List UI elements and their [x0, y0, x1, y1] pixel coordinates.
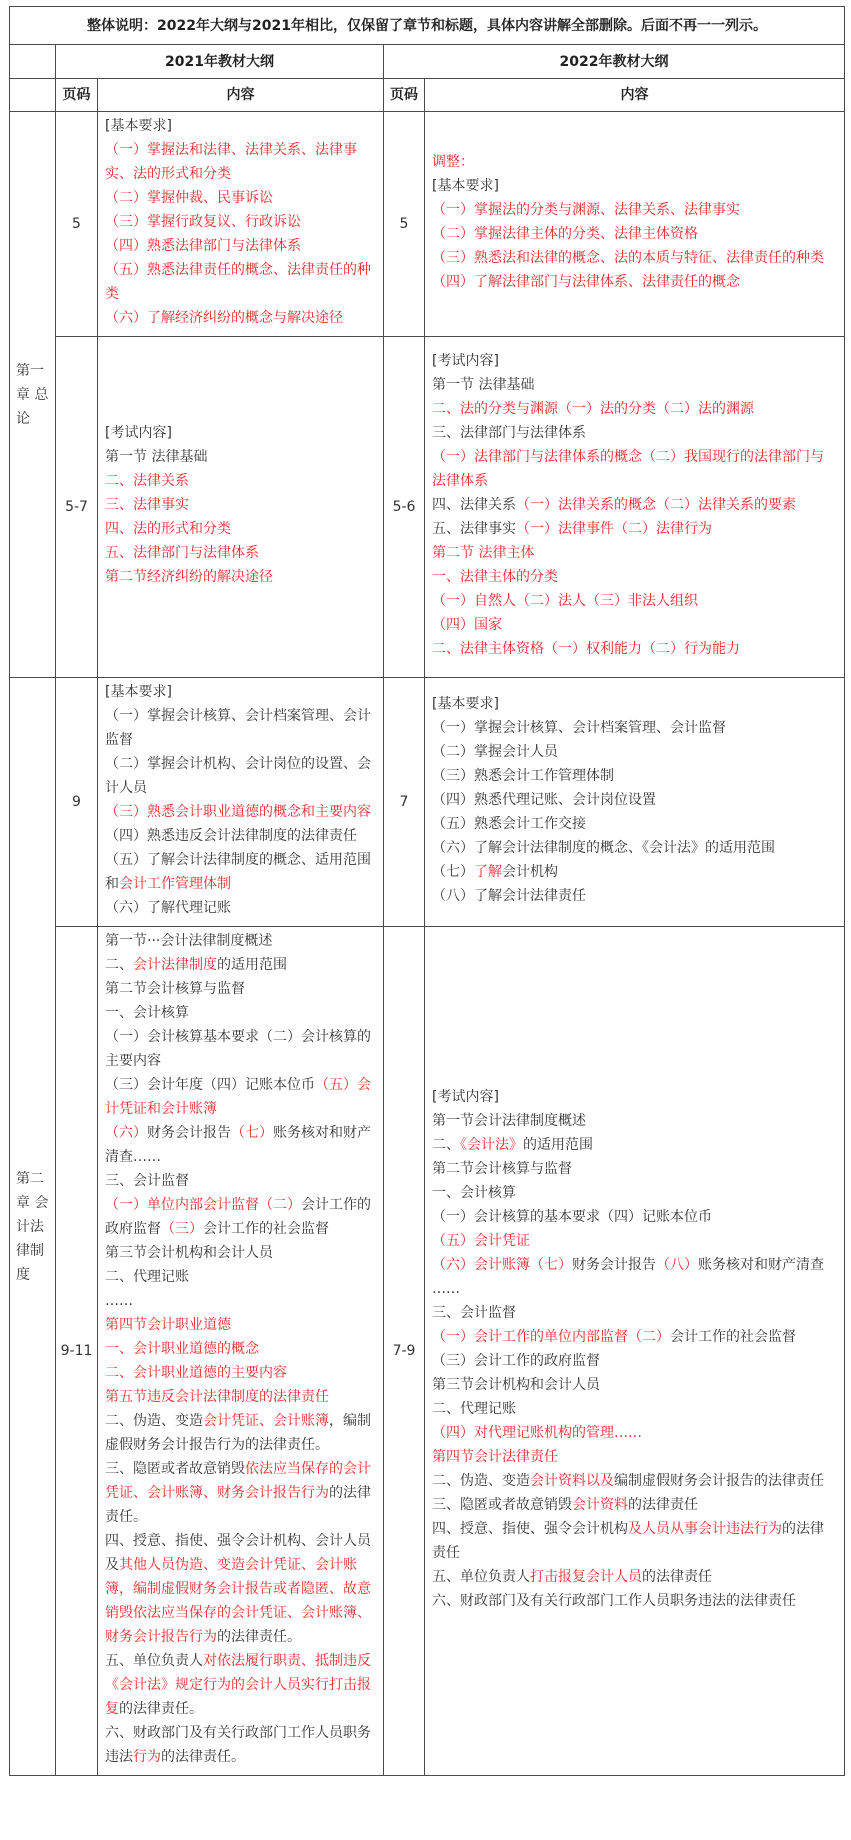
chapter-2-row-2 [10, 927, 845, 1776]
outline-comparison-table [9, 6, 845, 1776]
content-2021-line [105, 421, 376, 445]
text-segment: （六）了解经济纠纷的概念与解决途径 [105, 310, 343, 326]
content-2021-line [105, 1073, 376, 1121]
text-segment: 其他人员伪造、变造会计凭证、会计账簿，编制虚假财务会计报告或者隐匿、故意销毁依法应当保存的会计凭证、会计账簿、财务会计报告行为 [105, 1557, 371, 1645]
text-segment: （三）会计年度（四）记账本位币 [105, 1077, 315, 1093]
text-segment: 账务核对和财产清查…… [105, 1125, 371, 1165]
text-segment: （一）掌握会计核算、会计档案管理、会计监督 [105, 708, 371, 748]
text-segment: （二）掌握仲裁、民事诉讼 [105, 190, 273, 206]
content-2021-line [105, 896, 376, 920]
content-2021-line [105, 953, 376, 977]
content-2022-line [432, 637, 837, 661]
content-2022-line [432, 222, 837, 246]
text-segment: …… [105, 1293, 133, 1309]
content-2022-line [432, 860, 837, 884]
content-2022-line [432, 1469, 837, 1493]
content-2022-line [432, 421, 837, 445]
text-segment: （八） [656, 1257, 698, 1273]
text-segment: （六） [105, 1125, 147, 1141]
content-2022-line [432, 1373, 837, 1397]
text-segment: （一）会计工作的单位内部监督（二） [432, 1329, 670, 1345]
text-segment: 第二节会计核算与监督 [105, 981, 245, 997]
text-segment: 的适用范围 [523, 1137, 593, 1153]
text-segment: 会计工作管理体制 [119, 876, 231, 892]
content-2022-line [432, 1205, 837, 1229]
text-segment: （一）会计核算基本要求（二）会计核算的主要内容 [105, 1029, 371, 1069]
page-2021-cell: 5-7 [56, 337, 98, 678]
content-2022-line [432, 174, 837, 198]
text-segment: 的法律责任。 [161, 1749, 245, 1765]
content-2021-line [105, 1649, 376, 1721]
content-2022-line [432, 764, 837, 788]
text-segment: 三、法律事实 [105, 497, 189, 513]
content-2021-line [105, 138, 376, 186]
text-segment: 的法律责任。 [217, 1629, 301, 1645]
content-2021-line [105, 234, 376, 258]
text-segment: 二、代理记账 [432, 1401, 516, 1417]
text-segment: （二）掌握会计人员 [432, 744, 558, 760]
text-segment: 二、法律关系 [105, 473, 189, 489]
text-segment: （三）熟悉会计工作管理体制 [432, 768, 614, 784]
text-segment: 第一节 法律基础 [432, 377, 535, 393]
text-segment: 三、会计监督 [432, 1305, 516, 1321]
content-2021-line [105, 1409, 376, 1457]
content-2021-line [105, 752, 376, 800]
content-2022-line [432, 1133, 837, 1157]
content-2022-line [432, 397, 837, 421]
content-2021-line [105, 565, 376, 589]
text-segment: 第二节经济纠纷的解决途径 [105, 569, 273, 585]
text-segment: （六）了解会计法律制度的概念、《会计法》的适用范围 [432, 840, 775, 856]
text-segment: 的法律责任 [628, 1497, 698, 1513]
page-header-2021: 页码 [56, 79, 98, 112]
content-2022-line [432, 812, 837, 836]
text-segment: 第二节会计核算与监督 [432, 1161, 572, 1177]
content-2021-line [105, 1529, 376, 1649]
text-segment: 第一节 法律基础 [105, 449, 208, 465]
text-segment: （七） [432, 864, 474, 880]
chapter-title-cell [10, 678, 56, 1776]
text-segment: 五、法律事实 [432, 521, 516, 537]
chapter-title-cell [10, 112, 56, 678]
content-2022-line [432, 589, 837, 613]
text-segment: 五、单位负责人 [105, 1653, 203, 1669]
text-segment: [考试内容] [432, 1089, 499, 1105]
content-2021-line [105, 493, 376, 517]
content-2022-line [432, 1109, 837, 1133]
content-2021-line [105, 306, 376, 330]
content-header-2022: 内容 [425, 79, 845, 112]
chapter-title-line: 度 [16, 1266, 30, 1283]
text-segment: [基本要求] [432, 178, 499, 194]
content-2022-cell [425, 112, 845, 337]
text-segment: 五、法律部门与法律体系 [105, 545, 259, 561]
text-segment: （六）了解代理记账 [105, 900, 231, 916]
content-2021-line [105, 210, 376, 234]
content-2022-line [432, 270, 837, 294]
text-segment: 的法律责任。 [105, 1485, 371, 1525]
page-2021-cell: 9-11 [56, 927, 98, 1776]
content-2021-cell [98, 678, 384, 927]
text-segment: （五）熟悉法律责任的概念、法律责任的种类 [105, 262, 371, 302]
text-segment: 会计资料 [572, 1497, 628, 1513]
text-segment: （一）会计核算的基本要求（四）记账本位币 [432, 1209, 712, 1225]
content-2021-line [105, 1265, 376, 1289]
content-2021-line [105, 824, 376, 848]
text-segment: 一、会计职业道德的概念 [105, 1341, 259, 1357]
content-2021-line [105, 1001, 376, 1025]
content-2021-line [105, 1385, 376, 1409]
text-segment: 及人员从事会计违法行为 [628, 1521, 782, 1537]
content-2022-line [432, 493, 837, 517]
chapter-1-row-1 [10, 112, 845, 337]
text-segment: …… [432, 1281, 460, 1297]
year-2022-header: 2022年教材大纲 [384, 45, 845, 79]
text-segment: 二、伪造、变造 [432, 1473, 530, 1489]
content-2021-line [105, 1361, 376, 1385]
text-segment: 的法律责任。 [119, 1701, 203, 1717]
content-2022-cell [425, 337, 845, 678]
text-segment: （三）熟悉法和法律的概念、法的本质与特征、法律责任的种类 [432, 250, 824, 266]
page-2021-cell: 9 [56, 678, 98, 927]
content-2022-line [432, 150, 837, 174]
content-2022-line [432, 1421, 837, 1445]
content-2022-line [432, 517, 837, 541]
content-2021-line [105, 1457, 376, 1529]
chapter-title-line: 章 总 [16, 386, 49, 403]
text-segment: 了解 [474, 864, 502, 880]
content-2022-line [432, 1253, 837, 1277]
text-segment: 六、财政部门及有关行政部门工作人员职务违法的法律责任 [432, 1593, 796, 1609]
text-segment: 一、会计核算 [105, 1005, 189, 1021]
text-segment: 的法律责任 [432, 1521, 824, 1561]
content-2021-line [105, 1121, 376, 1169]
year-2021-header: 2021年教材大纲 [56, 45, 384, 79]
chapter-1-row-2 [10, 337, 845, 678]
content-2022-line [432, 1565, 837, 1589]
page-header-2022: 页码 [384, 79, 425, 112]
content-2022-line [432, 445, 837, 493]
text-segment: （三）掌握行政复议、行政诉讼 [105, 214, 301, 230]
text-segment: （一）法律事件（二）法律行为 [516, 521, 712, 537]
text-segment: 会计工作的政府监督 [105, 1197, 371, 1237]
content-2021-line [105, 1241, 376, 1265]
text-segment: 行为 [133, 1749, 161, 1765]
text-segment: （二）掌握法律主体的分类、法律主体资格 [432, 226, 698, 242]
text-segment: 五、单位负责人 [432, 1569, 530, 1585]
page-2022-cell: 5 [384, 112, 425, 337]
text-segment: [基本要求] [432, 696, 499, 712]
text-segment: （三）熟悉会计职业道德的概念和主要内容 [105, 804, 371, 820]
text-segment: 调整： [432, 154, 474, 170]
content-2022-line [432, 373, 837, 397]
content-2021-line [105, 1169, 376, 1193]
text-segment: 二、 [432, 1137, 460, 1153]
text-segment: 第一节···会计法律制度概述 [105, 933, 273, 949]
content-2021-cell [98, 337, 384, 678]
text-segment: （五）会计凭证和会计账簿 [105, 1077, 371, 1117]
text-segment: 第五节违反会计法律制度的法律责任 [105, 1389, 329, 1405]
content-2022-line [432, 788, 837, 812]
content-2021-line [105, 704, 376, 752]
content-2022-cell [425, 927, 845, 1776]
text-segment: 三、隐匿或者故意销毁 [432, 1497, 572, 1513]
text-segment: （一）单位内部会计监督（二） [105, 1197, 301, 1213]
text-segment: 三、会计监督 [105, 1173, 189, 1189]
text-segment: （四）对代理记账机构的管理…… [432, 1425, 642, 1441]
text-segment: 财务会计报告 [147, 1125, 231, 1141]
text-segment: 一、会计核算 [432, 1185, 516, 1201]
content-2021-cell [98, 927, 384, 1776]
chapter-title-line: 第二 [16, 1170, 44, 1187]
content-2022-line [432, 884, 837, 908]
year-header-row [10, 45, 845, 79]
content-2022-line [432, 1085, 837, 1109]
text-segment: 二、伪造、变造 [105, 1413, 203, 1429]
content-2021-line [105, 1289, 376, 1313]
text-segment: （八）了解会计法律责任 [432, 888, 586, 904]
text-segment: 会计机构 [502, 864, 558, 880]
content-2021-line [105, 848, 376, 896]
page-2022-cell: 7-9 [384, 927, 425, 1776]
page-2021-cell: 5 [56, 112, 98, 337]
text-segment: 会计工作的社会监督 [670, 1329, 796, 1345]
text-segment: （三） [161, 1221, 203, 1237]
content-2022-line [432, 1277, 837, 1301]
content-2022-line [432, 1493, 837, 1517]
text-segment: （一）掌握会计核算、会计档案管理、会计监督 [432, 720, 726, 736]
text-segment: [考试内容] [105, 425, 172, 441]
text-segment: 依法应当保存的会计凭证、会计账簿、财务会计报告行为 [105, 1461, 371, 1501]
text-segment: （四）国家 [432, 617, 502, 633]
content-2022-line [432, 1229, 837, 1253]
text-segment: 二、会计职业道德的主要内容 [105, 1365, 287, 1381]
corner-cell [10, 45, 56, 79]
content-2022-line [432, 1301, 837, 1325]
text-segment: （五）了解会计法律制度的概念、适用范围和 [105, 852, 371, 892]
content-header-2021: 内容 [98, 79, 384, 112]
content-2022-line [432, 1325, 837, 1349]
text-segment: 编制虚假财务会计报告的法律责任 [614, 1473, 824, 1489]
content-2022-line [432, 1349, 837, 1373]
text-segment: 二、法的分类与渊源（一）法的分类（二）法的渊源 [432, 401, 754, 417]
content-2021-line [105, 186, 376, 210]
text-segment: [考试内容] [432, 353, 499, 369]
content-2021-line [105, 1313, 376, 1337]
header-note: 整体说明：2022年大纲与2021年相比，仅保留了章节和标题，具体内容讲解全部删除。后面不再一一列示。 [10, 7, 845, 45]
page-2022-cell: 7 [384, 678, 425, 927]
content-2022-line [432, 1517, 837, 1565]
text-segment: 一、法律主体的分类 [432, 569, 558, 585]
text-segment: 四、授意、指使、强令会计机构 [432, 1521, 628, 1537]
content-2021-line [105, 258, 376, 306]
text-segment: （六）会计账簿（七） [432, 1257, 572, 1273]
content-2021-line [105, 469, 376, 493]
content-2021-line [105, 445, 376, 469]
text-segment: （一）法律部门与法律体系的概念（二）我国现行的法律部门与法律体系 [432, 449, 824, 489]
content-2021-line [105, 517, 376, 541]
text-segment: 会计法律制度 [133, 957, 217, 973]
text-segment: 二、 [105, 957, 133, 973]
text-segment: 二、法律主体资格（一）权利能力（二）行为能力 [432, 641, 740, 657]
text-segment: 三、法律部门与法律体系 [432, 425, 586, 441]
text-segment: （四）熟悉代理记账、会计岗位设置 [432, 792, 656, 808]
content-2022-line [432, 1397, 837, 1421]
content-2022-line [432, 740, 837, 764]
text-segment: 会计资料以及 [530, 1473, 614, 1489]
text-segment: 第四节会计法律责任 [432, 1449, 558, 1465]
text-segment: ，编制虚假财务会计报告行为的法律责任。 [105, 1413, 371, 1453]
text-segment: （四）了解法律部门与法律体系、法律责任的概念 [432, 274, 740, 290]
text-segment: 第一节会计法律制度概述 [432, 1113, 586, 1129]
text-segment: 会计工作的社会监督 [203, 1221, 329, 1237]
text-segment: 三、隐匿或者故意销毁 [105, 1461, 245, 1477]
chapter-title-line: 章 会 [16, 1194, 49, 1211]
content-2021-line [105, 541, 376, 565]
text-segment: （三）会计工作的政府监督 [432, 1353, 600, 1369]
text-segment: 《会计法》 [460, 1137, 523, 1153]
content-2022-line [432, 198, 837, 222]
content-2022-line [432, 716, 837, 740]
text-segment: 六、财政部门及有关行政部门工作人员职务违法 [105, 1725, 371, 1765]
text-segment: 的法律责任 [642, 1569, 712, 1585]
content-2021-line [105, 800, 376, 824]
content-2021-cell [98, 112, 384, 337]
text-segment: （四）熟悉法律部门与法律体系 [105, 238, 301, 254]
content-2021-line [105, 929, 376, 953]
text-segment: （四）熟悉违反会计法律制度的法律责任 [105, 828, 357, 844]
chapter-title-line: 第一 [16, 362, 44, 379]
content-2022-line [432, 1157, 837, 1181]
text-segment: 打击报复会计人员 [530, 1569, 642, 1585]
text-segment: 第三节会计机构和会计人员 [432, 1377, 600, 1393]
text-segment: 四、授意、指使、强令会计机构、会计人员及 [105, 1533, 371, 1573]
content-2022-line [432, 1445, 837, 1469]
content-2022-cell [425, 678, 845, 927]
header-note-row [10, 7, 845, 45]
text-segment: 会计凭证、会计账簿 [203, 1413, 329, 1429]
content-2021-line [105, 1337, 376, 1361]
text-segment: 第二节 法律主体 [432, 545, 535, 561]
chapter-2-row-1 [10, 678, 845, 927]
content-2021-line [105, 1721, 376, 1769]
text-segment: 二、代理记账 [105, 1269, 189, 1285]
column-header-row [10, 79, 845, 112]
text-segment: 四、法律关系 [432, 497, 516, 513]
text-segment: （一）自然人（二）法人（三）非法人组织 [432, 593, 698, 609]
text-segment: （七） [231, 1125, 273, 1141]
content-2021-line [105, 1193, 376, 1241]
content-2021-line [105, 1025, 376, 1073]
text-segment: 的适用范围 [217, 957, 287, 973]
content-2022-line [432, 692, 837, 716]
text-segment: 第四节会计职业道德 [105, 1317, 231, 1333]
text-segment: （一）掌握法的分类与渊源、法律关系、法律事实 [432, 202, 740, 218]
text-segment: 对依法履行职责、抵制违反《会计法》规定行为的会计人员实行打击报复 [105, 1653, 371, 1717]
content-2021-line [105, 680, 376, 704]
content-2022-line [432, 1589, 837, 1613]
content-2022-line [432, 613, 837, 637]
chapter-title-line: 论 [16, 410, 30, 427]
text-segment: [基本要求] [105, 684, 172, 700]
text-segment: 四、法的形式和分类 [105, 521, 231, 537]
content-2021-line [105, 114, 376, 138]
content-2022-line [432, 565, 837, 589]
content-2022-line [432, 1181, 837, 1205]
text-segment: （二）掌握会计机构、会计岗位的设置、会计人员 [105, 756, 371, 796]
text-segment: （五）熟悉会计工作交接 [432, 816, 586, 832]
text-segment: （一）掌握法和法律、法律关系、法律事实、法的形式和分类 [105, 142, 357, 182]
text-segment: 财务会计报告 [572, 1257, 656, 1273]
text-segment: [基本要求] [105, 118, 172, 134]
content-2022-line [432, 541, 837, 565]
content-2022-line [432, 246, 837, 270]
chapter-title-line: 计法 [16, 1218, 44, 1235]
text-segment: （五）会计凭证 [432, 1233, 530, 1249]
content-2022-line [432, 349, 837, 373]
text-segment: （一）法律关系的概念（二）法律关系的要素 [516, 497, 796, 513]
text-segment: 账务核对和财产清查 [698, 1257, 824, 1273]
page-2022-cell: 5-6 [384, 337, 425, 678]
text-segment: 第三节会计机构和会计人员 [105, 1245, 273, 1261]
chapter-title-line: 律制 [16, 1242, 44, 1259]
content-2021-line [105, 977, 376, 1001]
corner-cell [10, 79, 56, 112]
content-2022-line [432, 836, 837, 860]
